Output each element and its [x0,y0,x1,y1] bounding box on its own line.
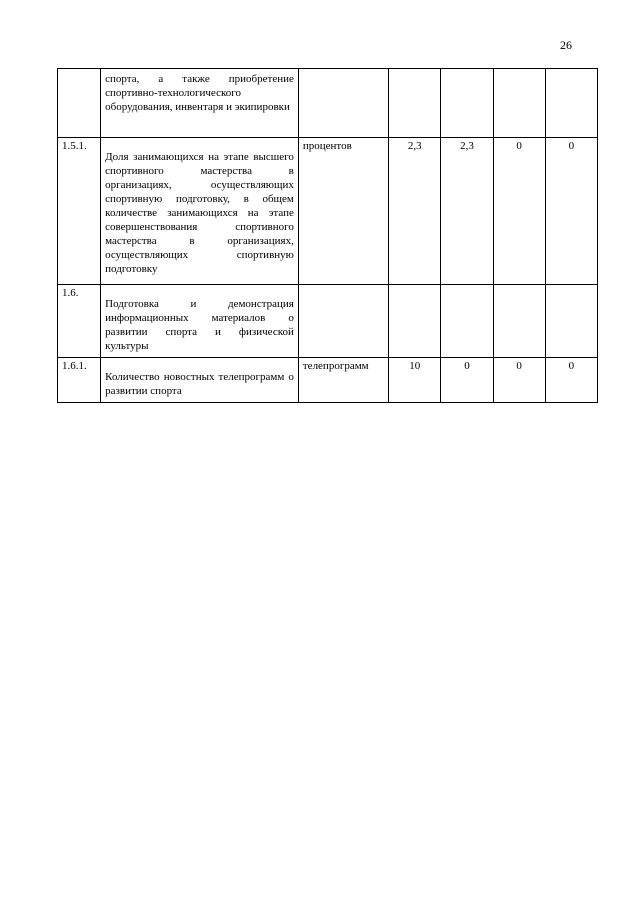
unit-cell: телепрограмм [298,358,388,403]
unit-cell: процентов [298,138,388,285]
indicator-name-cell: спорта, а также приобретение спортивно-технологического оборудования, инвентаря и экипировки [101,69,299,138]
indicator-name-cell: Количество новостных телепрограмм о развитии спорта [101,358,299,403]
value-cell-2 [441,285,493,358]
table-row [58,358,598,403]
indicator-name-cell: Доля занимающихся на этапе высшего спортивного мастерства в организациях, осуществляющих спортивную подготовку, в общем количестве занимающихся на этапе совершенствования спортивного мастерства в организациях, осуществляющих спортивную подготовку [101,138,299,285]
value-cell-3: 0 [493,358,545,403]
table-row [58,285,598,358]
value-cell-1 [389,69,441,138]
value-cell-2: 0 [441,358,493,403]
indicators-table [57,68,598,403]
value-cell-4: 0 [545,138,597,285]
value-cell-4 [545,285,597,358]
value-cell-4: 0 [545,358,597,403]
unit-cell [298,69,388,138]
row-number-cell: 1.6.1. [58,358,101,403]
page-number: 26 [560,38,572,52]
value-cell-4 [545,69,597,138]
value-cell-1: 2,3 [389,138,441,285]
value-cell-2 [441,69,493,138]
table-row [58,69,598,138]
value-cell-3 [493,69,545,138]
value-cell-2: 2,3 [441,138,493,285]
table-row [58,138,598,285]
unit-cell [298,285,388,358]
indicator-name-cell: Подготовка и демонстрация информационных материалов о развитии спорта и физической культуры [101,285,299,358]
value-cell-3: 0 [493,138,545,285]
row-number-cell [58,69,101,138]
row-number-cell: 1.6. [58,285,101,358]
value-cell-1: 10 [389,358,441,403]
value-cell-3 [493,285,545,358]
value-cell-1 [389,285,441,358]
row-number-cell: 1.5.1. [58,138,101,285]
